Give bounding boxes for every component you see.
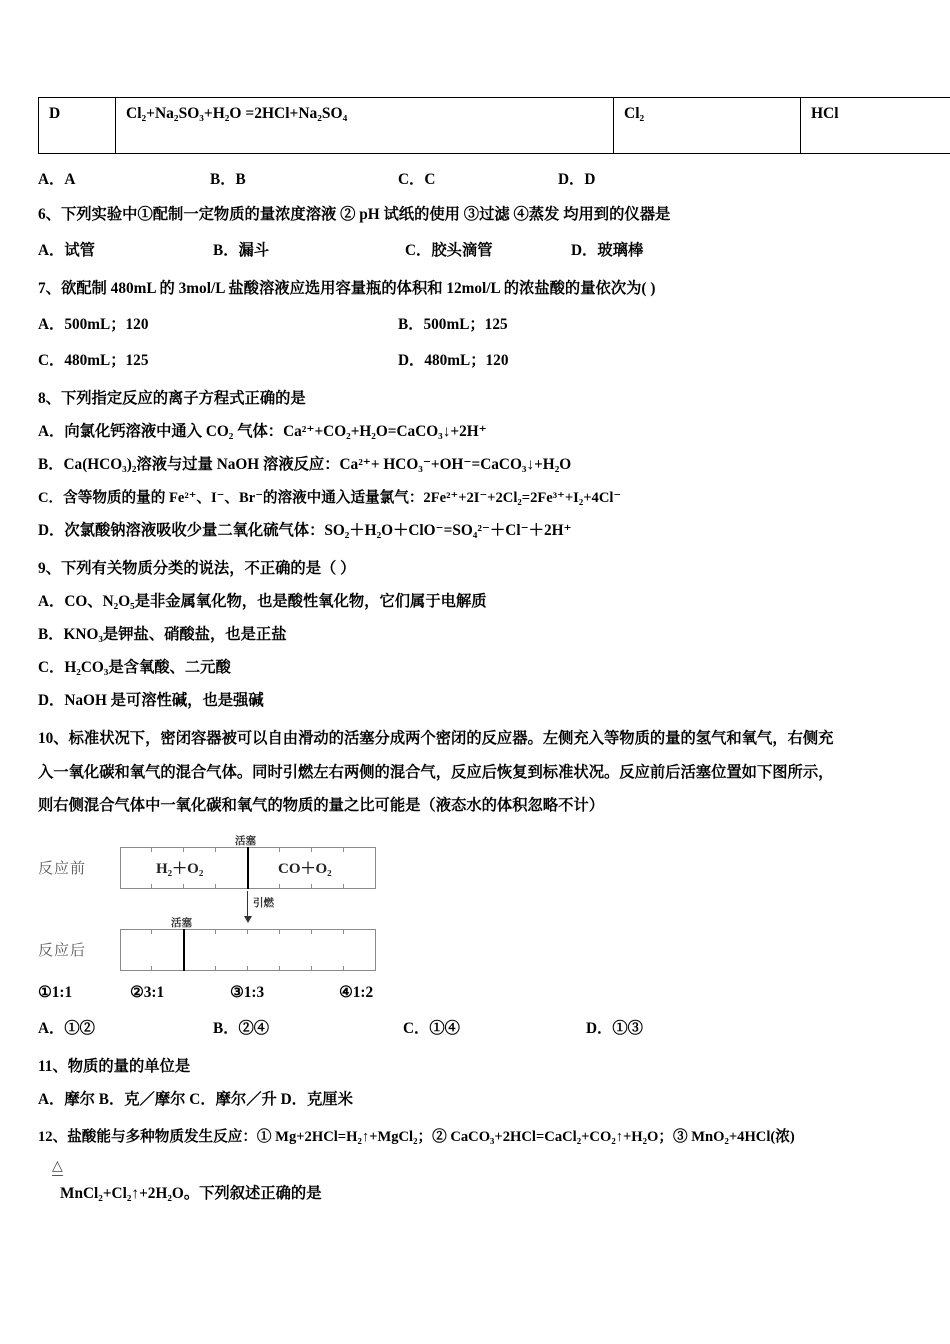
table-cell-option: D [39, 98, 116, 154]
q8-option-d[interactable]: D．次氯酸钠溶液吸收少量二氧化硫气体：SO₂＋H₂O＋ClO⁻=SO₄²⁻＋Cl⁻＋2H⁺ [38, 521, 572, 539]
diagram-right-gas-label: CO＋O₂ [278, 860, 332, 877]
q9-option-a[interactable]: A．CO、N₂O₅是非金属氧化物，也是酸性氧化物，它们属于电解质 [38, 593, 487, 610]
q6-number: 6、 [38, 206, 61, 223]
diagram-arrow-label: 引燃 [253, 896, 274, 909]
q6-stem-text: 下列实验中①配制一定物质的量浓度溶液 ② pH 试纸的使用 ③过滤 ④蒸发 均用到的仪器是 [60, 206, 671, 223]
delta-symbol: △ [52, 1159, 63, 1175]
q12-line1-text: 盐酸能与多种物质发生反应：① Mg+2HCl=H₂↑+MgCl₂；② CaCO₃+2HCl=CaCl₂+CO₂↑+H₂O；③ MnO₂+4HCl(浓) [67, 1128, 795, 1145]
q9-option-c[interactable]: C．H₂CO₃是含氧酸、二元酸 [38, 659, 231, 677]
page-content [38, 0, 918, 1203]
q11-stem [38, 1057, 918, 1076]
q6-option-b[interactable]: B．漏斗 [213, 242, 270, 260]
diagram-arrow-line [247, 891, 248, 918]
diagram-arrow-head [244, 916, 252, 923]
q10-option-d[interactable]: D．①③ [586, 1019, 643, 1037]
q12-delta-wrap [52, 1157, 918, 1176]
q10-ratio-3: ③1:3 [230, 983, 265, 1001]
q10-line2: 入一氧化碳和氧气的混合气体。同时引燃左右两侧的混合气，反应后恢复到标准状况。反应前后活塞位置如下图所示， [38, 763, 834, 781]
reaction-table [38, 97, 950, 154]
q9-stem-text: 下列有关物质分类的说法，不正确的是（ ） [60, 559, 356, 577]
q12-number: 12、 [38, 1128, 68, 1145]
q7-number: 7、 [38, 280, 61, 298]
q10-line1: 标准状况下，密闭容器被可以自由滑动的活塞分成两个密闭的反应器。左侧充入等物质的量的氢气和氧气，右侧充 [68, 730, 834, 748]
q6-option-d[interactable]: D．玻璃棒 [571, 242, 644, 260]
q5-options [38, 167, 918, 189]
q10-ratio-4: ④1:2 [339, 983, 374, 1001]
q8-option-a[interactable]: A．向氯化钙溶液中通入 CO₂ 气体：Ca²⁺+CO₂+H₂O=CaCO₃↓+2H⁺ [38, 423, 487, 441]
q10-option-c[interactable]: C．①④ [403, 1019, 460, 1037]
table-cell-equation: Cl₂+Na₂SO₃+H₂O =2HCl+Na₂SO₄ [116, 98, 614, 154]
q10-ratio-1: ①1:1 [38, 983, 73, 1001]
q10-ratio-row [38, 983, 918, 1002]
q7-stem [38, 279, 918, 298]
q9-number: 9、 [38, 559, 61, 577]
q5-option-c[interactable]: C．C [398, 171, 436, 188]
table-cell-product-acid: HCl [801, 98, 950, 154]
q11-stem-text: 物质的量的单位是 [67, 1057, 191, 1075]
q11-number: 11、 [38, 1057, 68, 1075]
q5-option-b[interactable]: B．B [210, 171, 246, 188]
q7-options-row1 [38, 312, 918, 334]
table-row [39, 98, 950, 154]
q6-stem [38, 205, 918, 224]
diagram-box-after [120, 929, 376, 971]
q5-option-d[interactable]: D．D [558, 171, 596, 188]
q12-line2: MnCl₂+Cl₂↑+2H₂O。下列叙述正确的是 [60, 1185, 322, 1203]
diagram-piston-label-before: 活塞 [235, 834, 256, 847]
q8-stem-text: 下列指定反应的离子方程式正确的是 [60, 390, 306, 408]
q9-option-d[interactable]: D．NaOH 是可溶性碱，也是强碱 [38, 692, 264, 710]
q7-stem-text: 欲配制 480mL 的 3mol/L 盐酸溶液应选用容量瓶的体积和 12mol/L 的浓盐酸的量依次为( ) [60, 280, 656, 298]
table-cell-product-gas: Cl₂ [614, 98, 801, 154]
q6-option-c[interactable]: C．胶头滴管 [405, 242, 493, 260]
q6-options [38, 238, 918, 260]
diagram-piston-after [183, 929, 185, 971]
q8-number: 8、 [38, 390, 61, 408]
q6-option-a[interactable]: A．试管 [38, 242, 95, 260]
q10-ratio-2: ②3:1 [130, 983, 165, 1001]
diagram-piston-before [247, 847, 249, 889]
q7-options-row2 [38, 348, 918, 370]
q7-option-b[interactable]: B．500mL；125 [398, 316, 508, 334]
q12-line1 [38, 1128, 918, 1146]
q10-line3: 则右侧混合气体中一氧化碳和氧气的物质的量之比可能是（液态水的体积忽略不计） [38, 796, 604, 814]
q7-option-c[interactable]: C．480mL；125 [38, 352, 149, 370]
q9-option-b[interactable]: B．KNO₃是钾盐、硝酸盐，也是正盐 [38, 626, 287, 644]
q8-stem [38, 389, 918, 408]
diagram-left-gas-label: H₂＋O₂ [156, 860, 204, 877]
q10-options [38, 1016, 918, 1038]
q10-option-b[interactable]: B．②④ [213, 1019, 270, 1037]
diagram-piston-label-after: 活塞 [171, 916, 192, 929]
q9-stem [38, 559, 918, 578]
diagram-after-label: 反应后 [38, 941, 87, 959]
q11-options[interactable]: A．摩尔 B．克／摩尔 C．摩尔／升 D．克厘米 [38, 1090, 353, 1108]
q5-option-a[interactable]: A．A [38, 171, 76, 188]
q7-option-a[interactable]: A．500mL；120 [38, 316, 149, 334]
q10-option-a[interactable]: A．①② [38, 1019, 95, 1037]
q8-option-c[interactable]: C．含等物质的量的 Fe²⁺、I⁻、Br⁻的溶液中通入适量氯气：2Fe²⁺+2I⁻+2Cl₂=2Fe³⁺+I₂+4Cl⁻ [38, 489, 622, 506]
q8-option-b[interactable]: B．Ca(HCO₃)₂溶液与过量 NaOH 溶液反应：Ca²⁺+ HCO₃⁻+OH⁻=CaCO₃↓+H₂O [38, 456, 572, 474]
q10-stem-line1 [38, 729, 918, 748]
diagram-before-label: 反应前 [38, 859, 87, 877]
piston-diagram [38, 829, 438, 979]
q7-option-d[interactable]: D．480mL；120 [398, 352, 509, 370]
q10-number: 10、 [38, 730, 69, 748]
